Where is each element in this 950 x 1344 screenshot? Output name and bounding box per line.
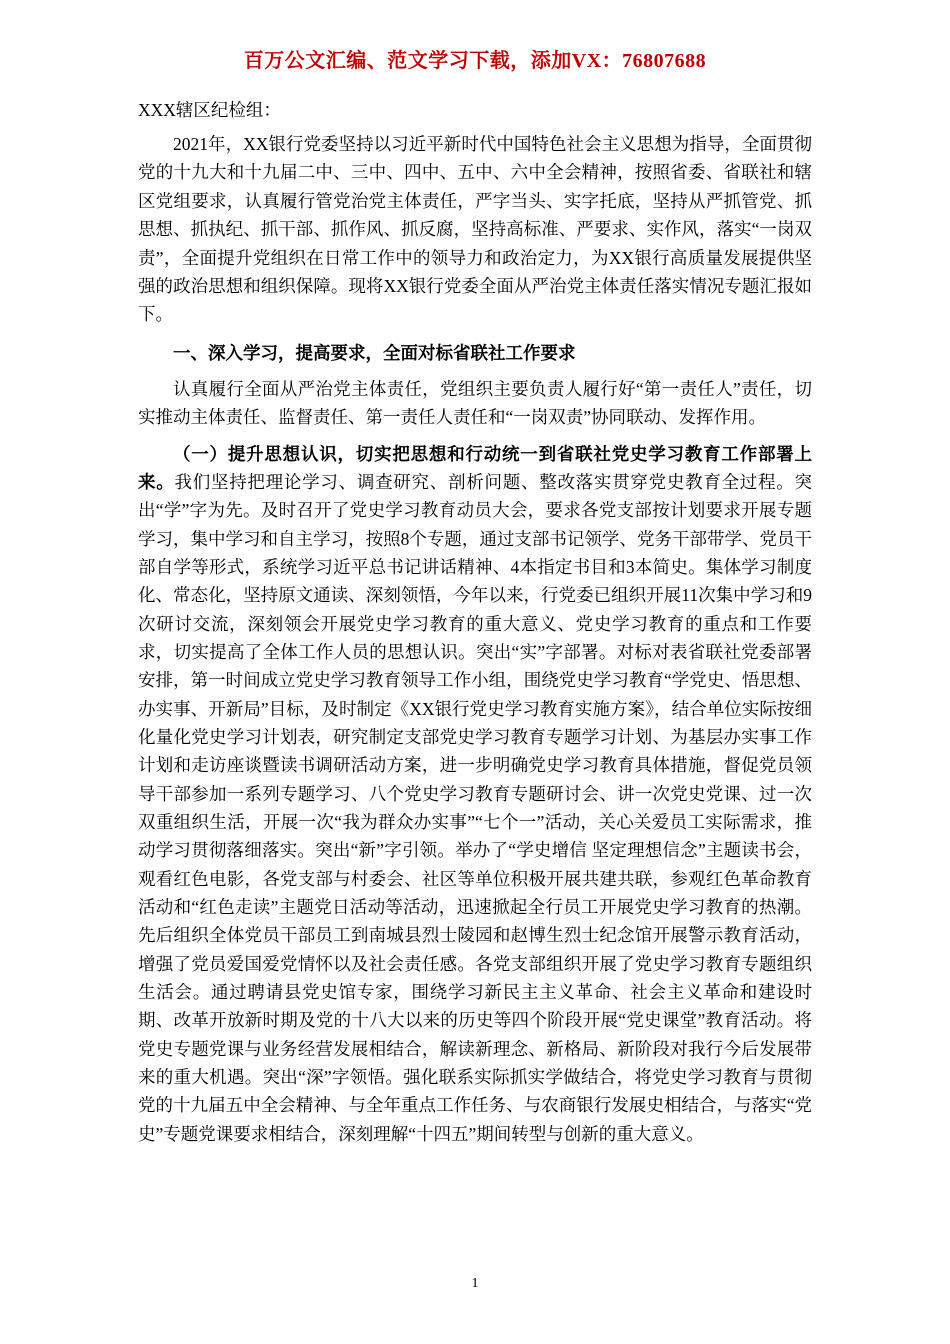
paragraph-intro: 2021年，XX银行党委坚持以习近平新时代中国特色社会主义思想为指导，全面贯彻党的十九大和十九届二中、三中、四中、五中、六中全会精神，按照省委、省联社和辖区党组要求，认真履行管党治党主体责任，严字当头、实字托底，坚持从严抓管党、抓思想、抓执纪、抓干部、抓作风、抓反腐，坚持高标准、严要求、实作风，落实“一岗双责”，全面提升党组织在日常工作中的领导力和政治定力，为XX银行高质量发展提供坚强的政治思想和组织保障。现将XX银行党委全面从严治党主体责任落实情况专题汇报如下。	[138, 134, 812, 325]
page-number: 1	[471, 1276, 479, 1291]
paragraph-responsibility: 认真履行全面从严治党主体责任，党组织主要负责人履行好“第一责任人”责任，切实推动主体责任、监督责任、第一责任人责任和“一岗双责”协同联动、发挥作用。	[138, 378, 812, 428]
section-heading-one: 一、深入学习，提高要求，全面对标省联社工作要求	[173, 342, 576, 363]
subsection-one-title: （一）提升思想认识，切实把思想和行动统一到省联社党史学习教育工作部署上来。	[138, 443, 812, 492]
addressee-line: XXX辖区纪检组：	[138, 100, 281, 120]
subsection-one	[138, 440, 812, 1149]
subsection-one-body: 我们坚持把理论学习、调查研究、剖析问题、整改落实贯穿党史教育全过程。突出“学”字为先。及时召开了党史学习教育动员大会，要求各党支部按计划要求开展专题学习，集中学习和自主学习，按照8个专题，通过支部书记领学、党务干部带学、党员干部自学等形式，系统学习近平总书记讲话精神、4本指定书目和3本简史。集体学习制度化、常态化，坚持原文通读、深刻领悟，今年以来，行党委已组织开展11次集中学习和9次研讨交流，深刻领会开展党史学习教育的重大意义、党史学习教育的重点和工作要求，切实提高了全体工作人员的思想认识。突出“实”字部署。对标对表省联社党委部署安排，第一时间成立党史学习教育领导工作小组，围绕党史学习教育“学党史、悟思想、办实事、开新局”目标，及时制定《XX银行党史学习教育实施方案》，结合单位实际按细化量化党史学习计划表，研究制定支部党史学习教育专题学习计划、为基层办实事工作计划和走访座谈暨读书调研活动方案，进一步明确党史学习教育具体措施，督促党员领导干部参加一系列专题学习、八个党史学习教育专题研讨会、讲一次党史党课、过一次双重组织生活，开展一次“我为群众办实事”“七个一”活动，关心关爱员工实际需求，推动学习贯彻落细落实。突出“新”字引领。举办了“学史增信 坚定理想信念”主题读书会，观看红色电影，各党支部与村委会、社区等单位积极开展共建共联，参观红色革命教育活动和“红色走读”主题党日活动等活动，迅速掀起全行员工开展党史学习教育的热潮。先后组织全体党员干部员工到南城县烈士陵园和赵博生烈士纪念馆开展警示教育活动，增强了党员爱国爱党情怀以及社会责任感。各党支部组织开展了党史学习教育专题组织生活会。通过聘请县党史馆专家，围绕学习新民主主义革命、社会主义革命和建设时期、改革开放新时期及党的十八大以来的历史等四个阶段开展“党史课堂”教育活动。将党史专题党课与业务经营发展相结合，解读新理念、新格局、新阶段对我行今后发展带来的重大机遇。突出“深”字领悟。强化联系实际抓实学做结合，将党史学习教育与贯彻党的十九届五中全会精神、与全年重点工作任务、与农商银行发展史相结合，与落实“党史”专题党课要求相结合，深刻理解“十四五”期间转型与创新的重大意义。	[138, 471, 813, 1144]
promo-banner: 百万公文汇编、范文学习下载，添加VX：76807688	[243, 50, 707, 72]
